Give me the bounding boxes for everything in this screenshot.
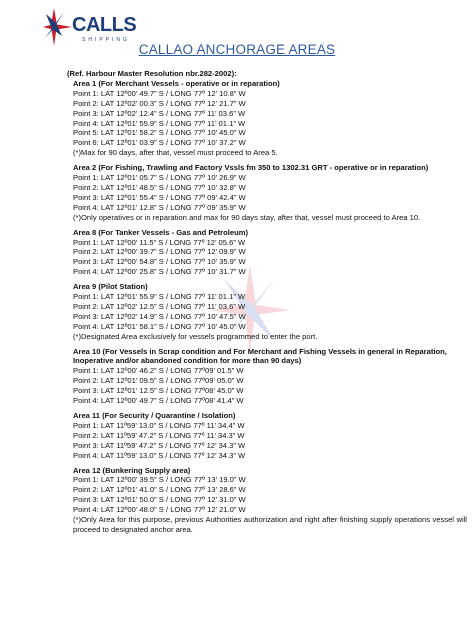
- coordinate-point: Point 4: LAT 12º01’ 55.9” S / LONG 77º 11’ 01.1” W: [73, 118, 246, 128]
- area-heading: Area 10 (For Vessels in Scrap condition and For Merchant and Fishing Vessels in general in Reparation, Inoperative and/or abandoned condition for more than 90 days): [73, 346, 447, 366]
- coordinate-point: Point 6: LAT 12º01’ 03.9” S / LONG 77º 10’ 37.2” W: [73, 138, 246, 148]
- logo-name: CALLS: [72, 14, 137, 36]
- area-note: (*)Max for 90 days, after that, vessel must proceed to Area 5.: [73, 148, 278, 158]
- page-title: CALLAO ANCHORAGE AREAS: [138, 42, 336, 57]
- area-section: [67, 79, 467, 158]
- area-note: (*)Designated Area exclusively for vessels programmed to enter the port.: [73, 331, 318, 341]
- reference-line: (Ref. Harbour Master Resolution nbr.282-2002):: [67, 69, 237, 78]
- coordinate-point: Point 1: LAT 12º00’ 11.5” S / LONG 77º 12’ 05.6” W: [73, 237, 246, 247]
- coordinate-point: Point 4: LAT 12º01’ 58.1” S / LONG 77º 10’ 45.0” W: [73, 321, 246, 331]
- coordinate-point: Point 3: LAT 12º01’ 55.4” S / LONG 77º 09’ 42.4” W: [73, 192, 246, 202]
- area-section: [67, 466, 467, 535]
- coordinate-point: Point 1: LAT 12º01’ 55.9” S / LONG 77º 11’ 01.1” W: [73, 292, 246, 302]
- area-section: [67, 282, 467, 341]
- coordinate-point: Point 2: LAT 11º59’ 47.2” S / LONG 77º 11’ 34.3” W: [73, 430, 245, 440]
- coordinate-point: Point 1: LAT 12º00’ 46.2” S / LONG 77º09’ 01.5” W: [73, 366, 244, 376]
- area-section: [67, 411, 467, 461]
- coordinate-point: Point 4: LAT 12º00’ 25.8” S / LONG 77º 10’ 31.7” W: [73, 267, 246, 277]
- area-note: (*)Only operatives or in reparation and max for 90 days stay, after that, vessel must proceed to Area 10.: [73, 212, 421, 222]
- coordinate-point: Point 2: LAT 12º02’ 12.5” S / LONG 77º 11’ 03.6” W: [73, 301, 246, 311]
- coordinate-point: Point 3: LAT 12º01’ 50.0” S / LONG 77º 12’ 31.0” W: [73, 495, 246, 505]
- area-heading: Area 2 (For Fishing, Trawling and Factory Vssls fm 350 to 1302.31 GRT - operative or in reparation): [73, 163, 429, 173]
- coordinate-point: Point 2: LAT 12º01’ 48.5” S / LONG 77º 10’ 32.8” W: [73, 182, 246, 192]
- area-heading: Area 11 (For Security / Quarantine / Isolation): [73, 411, 236, 420]
- coordinate-point: Point 3: LAT 12º00’ 54.8” S / LONG 77º 10’ 35.9” W: [73, 257, 246, 267]
- coordinate-point: Point 3: LAT 12º02’ 12.4” S / LONG 77º 11’ 03.6” W: [73, 108, 246, 118]
- coordinate-point: Point 4: LAT 12º01’ 12.8” S / LONG 77º 09’ 35.9” W: [73, 202, 246, 212]
- document-body: [67, 69, 467, 535]
- coordinate-point: Point 1: LAT 12º00’ 49.7” S / LONG 77º 12’ 10.8” W: [73, 88, 246, 98]
- coordinate-point: Point 5: LAT 12º01’ 58.2” S / LONG 77º 10’ 45.0” W: [73, 128, 246, 138]
- area-heading: Area 12 (Bunkering Supply area): [73, 465, 191, 475]
- area-section: [67, 228, 467, 278]
- coordinate-point: Point 3: LAT 12º01’ 12.5” S / LONG 77º08’ 45.0” W: [73, 386, 244, 396]
- area-section: [67, 347, 467, 406]
- coordinate-point: Point 3: LAT 11º59’ 47.2” S / LONG 77º 12’ 34.3” W: [73, 440, 246, 450]
- area-section: [67, 163, 467, 222]
- coordinate-point: Point 3: LAT 12º02’ 14.9” S / LONG 77º 10’ 47.5” W: [73, 311, 246, 321]
- coordinate-point: Point 2: LAT 12º01’ 41.0” S / LONG 77º 13’ 28.6” W: [73, 485, 246, 495]
- coordinate-point: Point 4: LAT 12º00’ 49.7” S / LONG 77º08’ 41.4” W: [73, 396, 244, 406]
- coordinate-point: Point 2: LAT 12º00’ 39.7” S / LONG 77º 12’ 09.9” W: [73, 247, 246, 257]
- coordinate-point: Point 4: LAT 11º59’ 13.0” S / LONG 77º 12’ 34.3” W: [73, 450, 246, 460]
- area-heading: Area 9 (Pilot Station): [73, 282, 148, 292]
- coordinate-point: Point 1: LAT 11º59’ 13.0” S / LONG 77º 11’ 34.4” W: [73, 420, 245, 430]
- area-note: (*)Only Area for this purpose, previous Authorities authorization and right after finishing supply operations vessel will proceed to designated anchor area.: [73, 515, 467, 534]
- area-heading: Area 1 (For Merchant Vessels - operative or in reparation): [73, 78, 280, 88]
- coordinate-point: Point 4: LAT 12º00’ 48.0” S / LONG 77º 12’ 21.0” W: [73, 505, 246, 515]
- coordinate-point: Point 2: LAT 12º02’ 00.3” S / LONG 77º 12’ 21.7” W: [73, 98, 246, 108]
- coordinate-point: Point 2: LAT 12º01’ 09.5” S / LONG 77º09’ 05.0” W: [73, 376, 244, 386]
- logo-subtitle: SHIPPING: [82, 37, 130, 43]
- area-heading: Area 8 (For Tanker Vessels - Gas and Petroleum): [73, 227, 249, 237]
- coordinate-point: Point 1: LAT 12º00’ 39.5” S / LONG 77º 13’ 19.0” W: [73, 475, 246, 485]
- coordinate-point: Point 1: LAT 12º01’ 05.7” S / LONG 77º 10’ 26.9” W: [73, 173, 246, 183]
